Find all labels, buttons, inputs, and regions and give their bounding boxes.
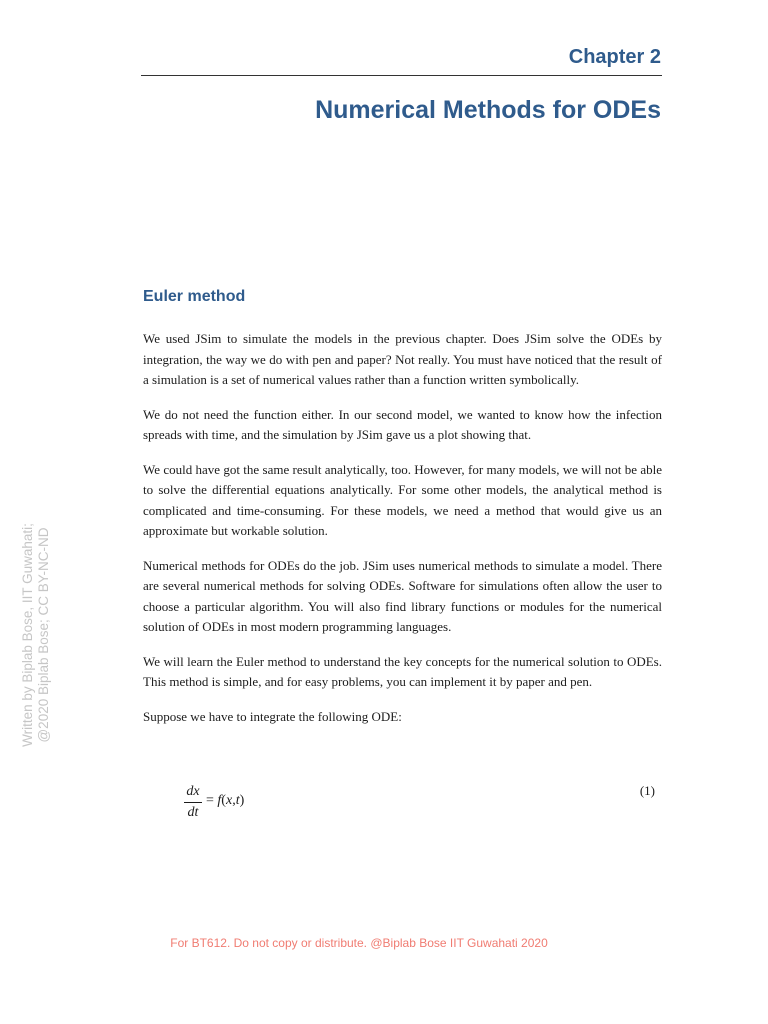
open-paren: ( — [221, 793, 226, 808]
variable-x: x — [225, 793, 233, 808]
section-heading: Euler method — [143, 288, 246, 305]
paragraph: Suppose we have to integrate the following ODE: — [143, 708, 402, 724]
watermark-line: @2020 Biplab Bose; CC BY-NC-ND — [36, 527, 51, 743]
header-rule — [141, 75, 662, 76]
equation-number: (1) — [639, 783, 655, 798]
close-paren: ) — [239, 793, 245, 808]
paragraph: We used JSim to simulate the models in the previous chapter. Does JSim solve the ODEs by integration, the way we do with pen and paper? Not really. You must have noticed that the result of a simulation is a set of numerical values rather than a function written symbolically. — [143, 331, 662, 387]
equals-sign: = — [206, 793, 214, 808]
function-symbol: f — [217, 793, 222, 808]
watermark-line: Written by Biplab Bose, IIT Guwahati; — [20, 523, 35, 747]
equation-numerator: dx — [186, 784, 200, 799]
paragraph: We could have got the same result analytically, too. However, for many models, we will not be able to solve the differential equations analytically. For some other models, the analytical method is complicated and time-consuming. For these models, we need a method that would give us an approximate but workable solution. — [143, 461, 662, 538]
comma: , — [232, 793, 236, 808]
variable-t: t — [235, 793, 240, 808]
watermark — [20, 523, 52, 747]
chapter-title: Numerical Methods for ODEs — [315, 96, 661, 124]
equation-fraction — [184, 783, 202, 822]
footer-notice: For BT612. Do not copy or distribute. @Biplab Bose IIT Guwahati 2020 — [170, 936, 548, 950]
chapter-label: Chapter 2 — [568, 46, 661, 68]
equation — [176, 781, 662, 825]
paragraph: We do not need the function either. In our second model, we wanted to know how the infection spreads with time, and the simulation by JSim gave us a plot showing that. — [143, 406, 662, 442]
equation-denominator: dt — [187, 805, 199, 820]
fraction-bar — [184, 802, 202, 803]
paragraph: We will learn the Euler method to understand the key concepts for the numerical solution to ODEs. This method is simple, and for easy problems, you can implement it by paper and pen. — [143, 653, 662, 689]
equation-rhs — [206, 793, 244, 809]
paragraph: Numerical methods for ODEs do the job. JSim uses numerical methods to simulate a model. There are several numerical methods for solving ODEs. Software for simulations often allow the user to choose a particular algorithm. You will also find library functions or modules for the numerical solution of ODEs in most modern programming languages. — [143, 557, 662, 634]
body-text — [143, 329, 662, 741]
